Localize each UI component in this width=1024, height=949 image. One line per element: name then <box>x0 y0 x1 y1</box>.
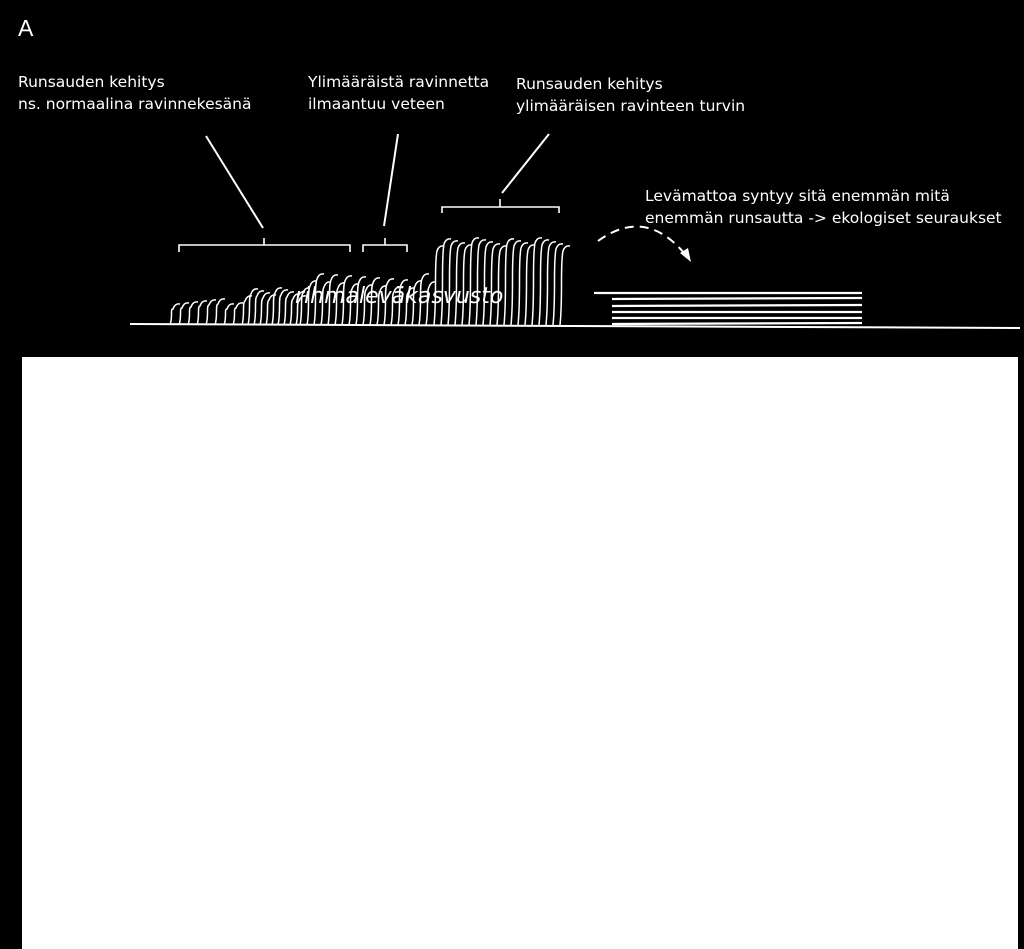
bracket-normal <box>179 238 350 252</box>
label-normal-growth-line2: ns. normaalina ravinnekesänä <box>18 95 252 113</box>
bracket-excess <box>363 238 407 252</box>
filament-strand <box>248 289 258 325</box>
filament-strand <box>560 246 570 325</box>
pointer-line-boosted <box>502 134 549 193</box>
pointer-line-excess <box>384 134 398 226</box>
bracket-boosted <box>442 199 559 213</box>
panel-label: A <box>18 15 34 41</box>
filament-strand <box>215 299 225 325</box>
label-boosted-growth-line2: ylimääräisen ravinteen turvin <box>516 97 746 115</box>
growth-label: rihmaleväkasvusto <box>295 284 504 309</box>
filament-strand <box>197 301 207 325</box>
label-algal-mat-line2: enemmän runsautta -> ekologiset seuraukset <box>645 209 1002 227</box>
filament-strand <box>233 303 243 325</box>
label-normal-growth-line1: Runsauden kehitys <box>18 73 165 91</box>
diagram-drawing <box>0 0 1024 360</box>
filament-strand <box>188 302 198 325</box>
filament-strand <box>284 292 294 325</box>
label-algal-mat-line1: Levämattoa syntyy sitä enemmän mitä <box>645 187 950 205</box>
label-excess-nutrients-line1: Ylimääräistä ravinnetta <box>308 73 490 91</box>
dashed-arrow <box>598 227 684 253</box>
filament-strand <box>260 293 270 325</box>
filament-strand <box>206 300 216 325</box>
algal-mat-layers <box>594 293 862 324</box>
filament-strand <box>266 295 276 325</box>
ground-line <box>130 324 1020 328</box>
filament-strand <box>278 290 288 325</box>
pointer-line-normal <box>206 136 263 228</box>
filament-strand <box>254 291 264 325</box>
filament-strand <box>272 288 282 325</box>
lower-white-panel <box>22 357 1018 949</box>
filament-strand <box>170 304 180 325</box>
filament-strand <box>242 296 252 325</box>
label-boosted-growth-line1: Runsauden kehitys <box>516 75 663 93</box>
label-excess-nutrients-line2: ilmaantuu veteen <box>308 95 445 113</box>
filament-strand <box>224 304 234 325</box>
filament-strand <box>179 303 189 325</box>
